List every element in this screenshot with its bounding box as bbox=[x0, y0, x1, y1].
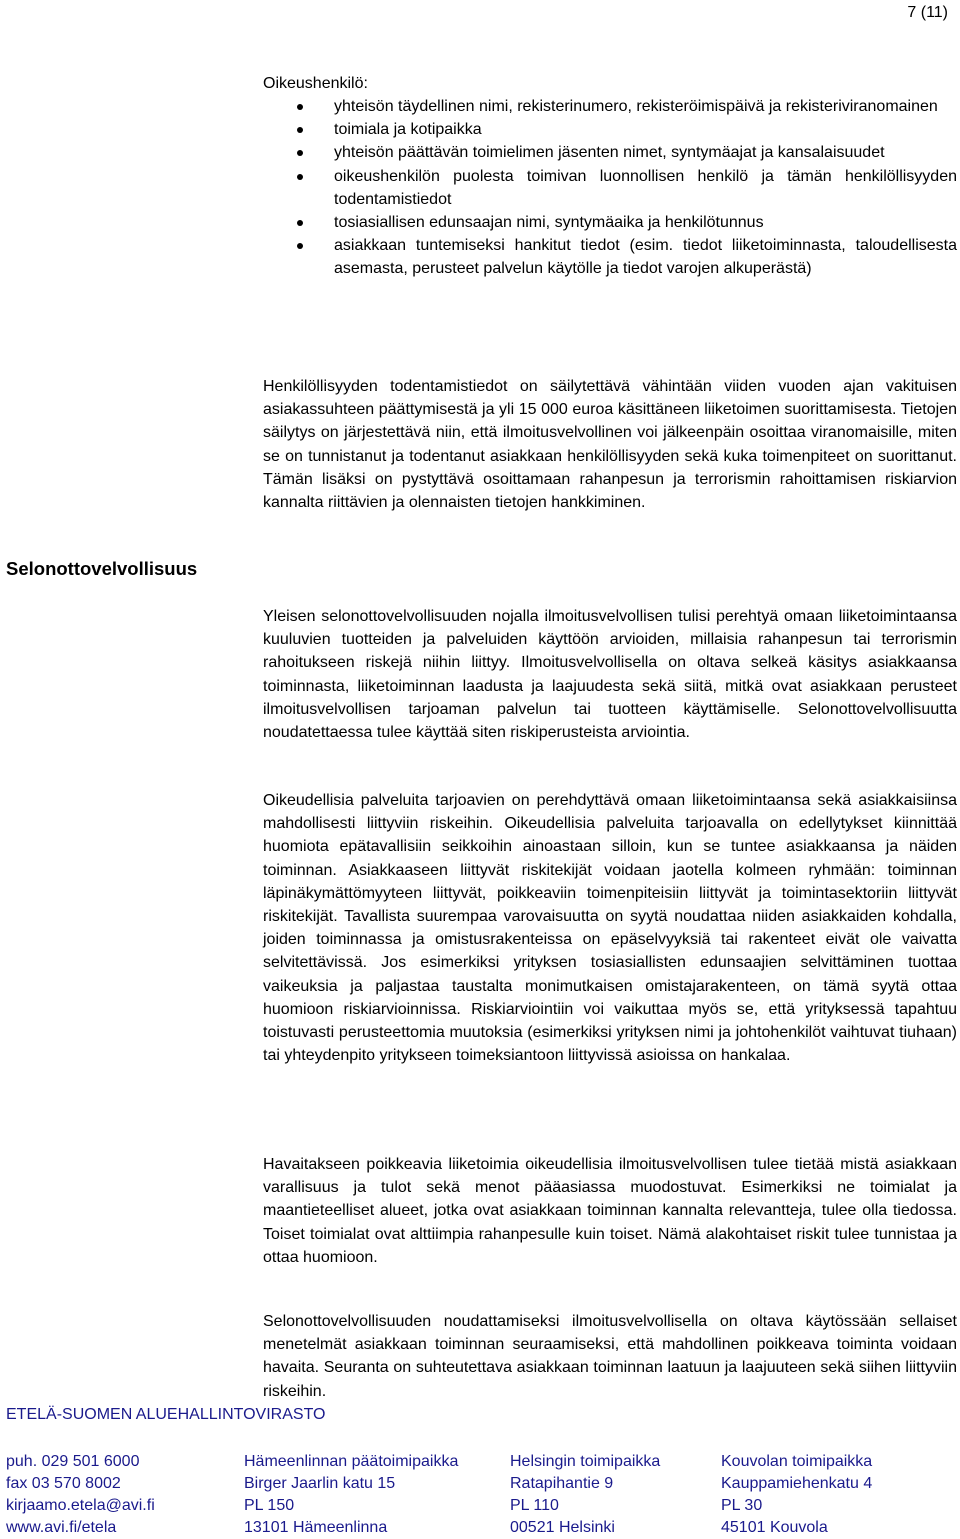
footer-helsinki bbox=[510, 1451, 660, 1539]
list-item: tosiasiallisen edunsaajan nimi, syntymäaika ja henkilötunnus bbox=[263, 211, 957, 234]
list-item: toimiala ja kotipaikka bbox=[263, 118, 957, 141]
retention-paragraph: Henkilöllisyyden todentamistiedot on säilytettävä vähintään viiden vuoden ajan vakituisen asiakassuhteen päättymisestä ja yli 15 000 euroa käsittäneen liiketoimen suorittamisesta. Tietojen säilytys on järjestettävä niin, että ilmoitusvelvollinen voi jälkeenpäin osoittaa viranomaisille, miten se on tunnistanut ja todentanut asiakkaan henkilöllisyyden sekä kuka toimenpiteet on suorittanut. Tämän lisäksi on pystyttävä osoittamaan rahanpesun ja terrorismin rahoittamisen riskiarvion kannalta riittävien ja olennaisten tietojen hankkiminen. bbox=[263, 378, 957, 512]
office-name: Helsingin toimipaikka bbox=[510, 1453, 661, 1470]
list-item: yhteisön päättävän toimielimen jäsenten nimet, syntymäajat ja kansalaisuudet bbox=[263, 141, 957, 164]
fax-number: fax 03 570 8002 bbox=[6, 1475, 121, 1492]
bullet-icon bbox=[297, 127, 303, 133]
po-box: PL 30 bbox=[721, 1497, 763, 1514]
postal-city: 00521 Helsinki bbox=[510, 1519, 615, 1536]
bullet-icon bbox=[297, 104, 303, 110]
street-address: Ratapihantie 9 bbox=[510, 1475, 614, 1492]
legal-person-heading: Oikeushenkilö: bbox=[263, 75, 368, 92]
email-link[interactable]: kirjaamo.etela@avi.fi bbox=[6, 1497, 155, 1514]
phone-number: puh. 029 501 6000 bbox=[6, 1453, 140, 1470]
footer-contact bbox=[6, 1451, 155, 1539]
list-item: oikeushenkilön puolesta toimivan luonnollisen henkilö ja tämän henkilöllisyyden todentamistiedot bbox=[263, 165, 957, 211]
bullet-icon bbox=[297, 174, 303, 180]
office-name: Hämeenlinnan päätoimipaikka bbox=[244, 1453, 459, 1470]
postal-city: 45101 Kouvola bbox=[721, 1519, 828, 1536]
page-number: 7 (11) bbox=[907, 4, 948, 21]
footer-hameenlinna bbox=[244, 1451, 458, 1539]
paragraph-monitoring: Selonottovelvollisuuden noudattamiseksi ilmoitusvelvollisella on oltava käytössään sellaiset menetelmät asiakkaan toiminnan seuraamiseksi, että mahdollinen poikkeava toiminta voidaan havaita. Seuranta on suhteutettava asiakkaan toiminnan laatuun ja laajuuteen sekä siihen liittyviin riskeihin. bbox=[263, 1313, 957, 1400]
street-address: Kauppamiehenkatu 4 bbox=[721, 1475, 873, 1492]
list-item: yhteisön täydellinen nimi, rekisterinumero, rekisteröimispäivä ja rekisteriviranomainen bbox=[263, 95, 957, 118]
paragraph-unusual-transactions: Havaitakseen poikkeavia liiketoimia oikeudellisia ilmoitusvelvollisen tulee tietää mistä asiakkaan varallisuus ja tulot sekä menot pääasiassa muodostuvat. Esimerkiksi ne toimialat ja maantieteelliset alueet, jotka ovat asiakkaan toiminnan kannalta relevantteja, tulee olla tiedossa. Toiset toimialat ovat alttiimpia rahanpesulle kuin toiset. Nämä alakohtaiset riskit tulee tunnistaa ja ottaa huomioon. bbox=[263, 1156, 957, 1266]
website-link[interactable]: www.avi.fi/etela bbox=[6, 1519, 117, 1536]
paragraph-general-duty: Yleisen selonottovelvollisuuden nojalla ilmoitusvelvollisen tulisi perehtyä omaan liiketoimintaansa kuuluvien tuotteiden ja palveluiden käyttöön arvioiden, millaisia rahanpesun tai terrorismin rahoitukseen riskejä niihin liittyy. Ilmoitusvelvollisella on oltava selkeä käsitys asiakkaansa toiminnasta, liiketoiminnan laadusta ja laajuudesta sekä siitä, mitkä ovat asiakkaan perusteet ilmoitusvelvollisen tarjoaman palvelun tai tuotteen käyttämiselle. Selonottovelvollisuutta noudatettaessa tulee käyttää siten riskiperusteista arviointia. bbox=[263, 608, 957, 742]
agency-name: ETELÄ-SUOMEN ALUEHALLINTOVIRASTO bbox=[6, 1406, 326, 1423]
bullet-icon bbox=[297, 243, 303, 249]
office-name: Kouvolan toimipaikka bbox=[721, 1453, 873, 1470]
bullet-icon bbox=[297, 150, 303, 156]
paragraph-legal-services: Oikeudellisia palveluita tarjoavien on perehdyttävä omaan liiketoimintaansa sekä asiakkaisiinsa mahdollisesti liittyviin riskeihin. Oikeudellisia palveluita tarjoavalla on edellytykset kiinnittää huomiota epätavallisiin seikkoihin ainoastaan silloin, kun se tuntee asiakkaansa ja näiden toiminnan. Asiakkaaseen liittyvät riskitekijät voidaan jaotella kolmeen ryhmään: toiminnan läpinäkymättömyyteen liittyvät, poikkeaviin toimenpiteisiin liittyvät ja toimintasektoriin liittyvät riskitekijät. Tavallista suurempaa varovaisuutta on syytä noudattaa niiden asiakkaiden kohdalla, joiden toiminnassa ja omistusrakenteissa on epäselvyyksiä tai rakenteet eivät ole vaivatta selvitettävissä. Jos esimerkiksi yrityksen tosiasiallisten edunsaajien selvittäminen tuottaa vaikeuksia ja paljastaa taustalta monimutkaisen omistajarakenteen, on tämä syytä ottaa huomioon riskiarvioinnissa. Riskiarviointiin voi vaikuttaa myös se, että yrityksessä tapahtuu toistuvasti perusteettomia muutoksia (esimerkiksi yrityksen nimi ja johtohenkilöt vaihtuvat tiuhaan) tai yhteydenpito yritykseen toimeksiantoon liittyvissä asioissa on hankalaa. bbox=[263, 792, 957, 1065]
street-address: Birger Jaarlin katu 15 bbox=[244, 1475, 396, 1492]
postal-city: 13101 Hämeenlinna bbox=[244, 1519, 388, 1536]
list-item: asiakkaan tuntemiseksi hankitut tiedot (esim. tiedot liiketoiminnasta, taloudellisesta asemasta, perusteet palvelun käytölle ja tiedot varojen alkuperästä) bbox=[263, 234, 957, 280]
po-box: PL 150 bbox=[244, 1497, 295, 1514]
section-heading: Selonottovelvollisuus bbox=[6, 558, 198, 579]
bullet-icon bbox=[297, 220, 303, 226]
footer-kouvola bbox=[721, 1451, 872, 1539]
legal-person-list bbox=[263, 95, 957, 281]
po-box: PL 110 bbox=[510, 1497, 559, 1514]
